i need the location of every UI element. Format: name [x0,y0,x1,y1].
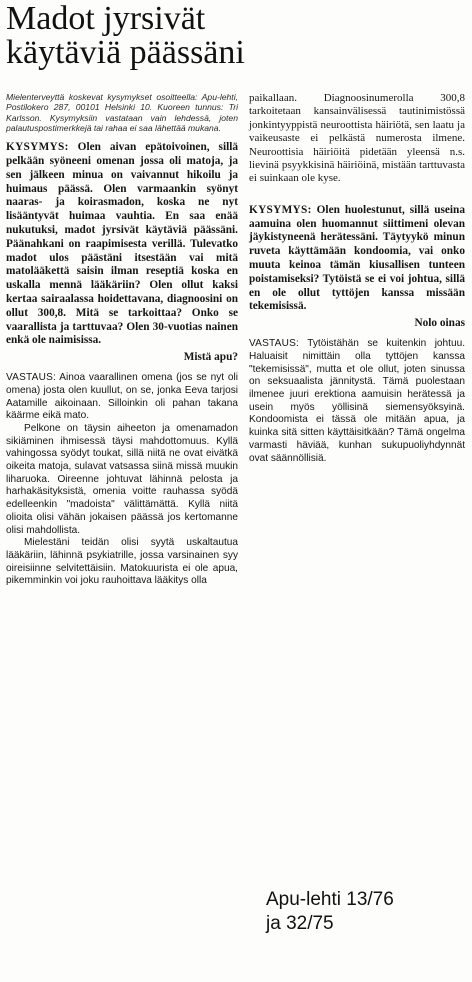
question-2-signature: Nolo oinas [414,317,465,330]
answer-1-p1 [6,372,238,423]
headline [6,2,336,70]
answer-1-p1-text: Ainoa vaarallinen omena (jos se nyt oli omena) josta olen kuullut, on se, jonka Eeva tarjosi Aatamille aikoinaan. Silloinkin oli pahan takana käärme eikä mato. [6,372,238,422]
answer-2-body: Tytöistähän se kuitenkin johtuu. Haluaisit nimittäin olla tyttöjen kanssa "tekemisissä", mutta et ole ollut, joten sinussa on seksuaalista jännitystä. Tämä puolestaan ilmenee juuri erektiona aamuisin herätessä ja usein myös yöllisinä siemensyöksyinä. Kondoomista ei tässä ole mitään apua, ja kuinka sitä sitten käyttäisitkään? Tämä ongelma varmasti häviää, kunhan sukupuoliyhdynnät ovat säännöllisiä. [249,338,465,464]
source-caption [266,888,394,936]
question-1-signature: Mistä apu? [183,351,238,364]
answer-2-lead: VASTAUS: [249,338,300,350]
answer-1-continuation: paikallaan. Diagnoosinumerolla 300,8 tarkoitetaan kansainvälisessä tautinimistössä jonkintyyppistä neuroottista häiriötä, sen laatu ja vaikeusaste ei pelkästä numerosta ilmene. Neuroottisia häiriöitä pidetään yleensä n.s. lievinä psyykkisinä häiriöinä, mistään tarttuvasta ei suinkaan ole kyse. [249,92,465,185]
question-2-body: Olen huolestunut, sillä useina aamuina olen huomannut siittimeni olevan jäykistyneenä herätessäni. Täytyykö minun ruveta käyttämään kondoomia, vai onko muuta keinoa tämän kiusallisen tunteen poistamiseksi? Tytöistä se ei voi johtua, sillä en ole ollut tyttöjen kanssa missään tekemisissä. [249,203,465,313]
answer-2 [249,338,465,465]
source-caption-line-1: Apu-lehti 13/76 [266,889,394,910]
answer-1-lead: VASTAUS: [6,372,57,384]
headline-line-2: käytäviä päässäni [6,34,245,71]
question-2-lead: KYSYMYS: [249,203,312,216]
right-column [249,92,465,465]
question-1-lead: KYSYMYS: [6,141,69,154]
question-2 [249,204,465,314]
intro-text: Mielenterveyttä koskevat kysymykset osoitteella: Apu-lehti, Postilokero 287, 00101 Helsinki 10. Kuoreen tunnus: Tri Karlsson. Kysymyksiin vastataan vain lehdessä, joten palautuspostimerkkejä tai rahaa ei saa lähettää mukana. [6,92,238,133]
answer-1-p2: Pelkone on täysin aiheeton ja omenamadon sikiäminen ihmisessä täysi mahdottomuus. Kyllä vahingossa syödyt toukat, sillä niitä ne ovat eivätkä oikeita matoja, sulavat vatsassa siinä missä muukin liharuoka. Oireenne johtuvat lähinnä pelosta ja harhakäsityksistä, omenia voitte rauhassa syödä edelleenkin "madoista" välittämättä. Kyllä niitä olioita olisi vähän jokaisen päässä jos kertomanne olisi mahdollista. [6,422,238,536]
question-1-body: Olen aivan epätoivoinen, sillä pelkään syöneeni omenan jossa oli matoja, ja sen jälkeen minua on vaivannut hikoilu ja huimaus päässä. Olen varmaankin syönyt naaras- ja koirasmadon, koska ne nyt lisääntyvät huimaa vauhtia. En saa enää nukutuksi, madot jyrsivät käytäviä päässäni. Päänahkani on raapimisesta verillä. Tulevatko madot ulos päästäni itsestään vai mitä matolääkettä saisin ilman reseptiä koska en uskalla mennä lääkäriin? Olen ollut kaksi kertaa sairaalassa hoidettavana, diagnoosini on ollut 300,8. Mitä se tarkoittaa? Onko se vaarallista ja tarttuvaa? Olen 30-vuotias nainen enkä ole naimisissa. [6,141,239,347]
answer-1-p3: Mielestäni teidän olisi syytä uskaltautua lääkäriin, lähinnä psykiatrille, jossa varsinainen syy oireisiinne selvitettäisiin. Matokuurista ei ole apua, pikemminkin voi joku rauhoittava lääkitys olla [6,537,238,587]
source-caption-line-2: ja 32/75 [266,913,334,934]
left-column [6,92,238,588]
question-1 [6,141,238,348]
headline-line-1: Madot jyrsivät [6,0,206,37]
